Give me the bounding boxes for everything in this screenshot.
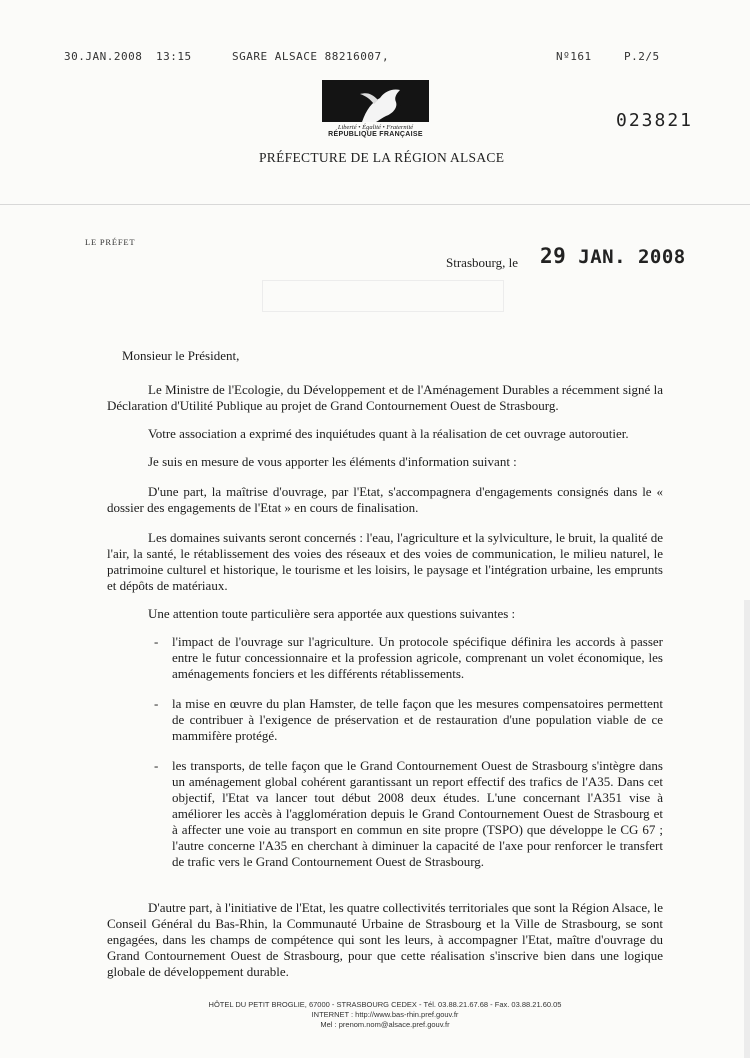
footer-mail: Mel : prenom.nom@alsace.pref.gouv.fr <box>320 1020 450 1029</box>
paragraph: Une attention toute particulière sera apportée aux questions suivantes : <box>148 606 516 621</box>
fax-page-count: P.2/5 <box>624 50 660 63</box>
fax-time: 13:15 <box>156 50 192 63</box>
paragraph: Les domaines suivants seront concernés : l'eau, l'agriculture et la sylviculture, le bruit, la qualité de l'air, la santé, le rétablissement des voies des réseaux et des voies de communication, le milieu naturel, le patrimoine culturel et historique, le tourisme et les loisirs, le paysage et l'intégration urbaine, les emprunts et dépôts de matériaux. <box>107 530 663 593</box>
bullet-text: l'impact de l'ouvrage sur l'agriculture. Un protocole spécifique définira les accords à passer entre le futur concessionnaire et la profession agricole, comprenant un volet économique, les aménagements fonciers et les différents rétablissements. <box>172 634 663 681</box>
footer-address: HÔTEL DU PETIT BROGLIE, 67000 - STRASBOURG CEDEX - Tél. 03.88.21.67.68 - Fax. 03.88.21.60.05 <box>208 1000 562 1009</box>
paragraph: Votre association a exprimé des inquiétudes quant à la réalisation de cet ouvrage autoroutier. <box>148 426 629 441</box>
bullet-list <box>107 634 663 870</box>
scan-edge-shadow <box>744 600 750 1058</box>
bullet-text: les transports, de telle façon que le Grand Contournement Ouest de Strasbourg s'intègre dans un aménagement global cohérent garantissant un report effectif des trafics de l'A35. Dans cet objectif, l'Etat va lancer tout début 2008 deux études. L'une concernant l'A351 vise à améliorer les accès à l'agglomération depuis le Grand Contournement Ouest de Strasbourg et à affecter une voie au transport en commun en site propre (TSPO) que développe le CG 67 ; l'autre concerne l'A35 en cherchant à diminuer la capacité de l'axe pour renforcer le transfert de trafic vers le Grand Contournement Ouest de Strasbourg. <box>172 758 663 869</box>
footer-internet: INTERNET : http://www.bas-rhin.pref.gouv.fr <box>311 1010 459 1019</box>
institution-name: PRÉFECTURE DE LA RÉGION ALSACE <box>259 150 505 165</box>
logo-name: RÉPUBLIQUE FRANÇAISE <box>328 131 423 138</box>
place-label: Strasbourg, le <box>446 255 518 270</box>
closing-paragraph: D'autre part, à l'initiative de l'Etat, les quatre collectivités territoriales que sont la Région Alsace, le Conseil Général du Bas-Rhin, la Communauté Urbaine de Strasbourg et la Ville de Strasbourg, se sont engagées, dans les champs de compétence qui sont les leurs, à accompagner l'Etat, maître d'ouvrage du Grand Contournement Ouest de Strasbourg, pour que cette réalisation s'inscrive bien dans une logique globale de développement durable. <box>107 900 663 979</box>
fax-number: Nº161 <box>556 50 592 63</box>
footer <box>170 1000 600 1030</box>
paragraph: D'une part, la maîtrise d'ouvrage, par l'Etat, s'accompagnera d'engagements consignés dans le « dossier des engagements de l'Etat » en cours de finalisation. <box>107 484 663 515</box>
salutation: Monsieur le Président, <box>122 348 240 363</box>
list-item: - les transports, de telle façon que le Grand Contournement Ouest de Strasbourg s'intègre dans un aménagement global cohérent garantissant un report effectif des trafics de l'A35. Dans cet objectif, l'Etat va lancer tout début 2008 deux études. L'une concernant l'A351 vise à améliorer les accès à l'agglomération depuis le Grand Contournement Ouest de Strasbourg et à affecter une voie au transport en commun en site propre (TSPO) que développe le CG 67 ; l'autre concerne l'A35 en cherchant à diminuer la capacité de l'axe pour renforcer le transfert de trafic vers le Grand Contournement Ouest de Strasbourg. <box>154 758 663 869</box>
list-item: - l'impact de l'ouvrage sur l'agriculture. Un protocole spécifique définira les accords à passer entre le futur concessionnaire et la profession agricole, comprenant un volet économique, les aménagements fonciers et les différents rétablissements. <box>154 634 663 681</box>
date-stamp-day: 29 <box>540 244 567 268</box>
reference-number: 023821 <box>616 110 694 131</box>
paragraph: Le Ministre de l'Ecologie, du Développement et de l'Aménagement Durables a récemment signé la Déclaration d'Utilité Publique au projet de Grand Contournement Ouest de Strasbourg. <box>107 382 663 413</box>
paragraph: Je suis en mesure de vous apporter les éléments d'information suivant : <box>148 454 517 469</box>
marianne-icon <box>322 80 429 122</box>
logo-motto: Liberté • Égalité • Fraternité <box>337 124 414 131</box>
sender-title: LE PRÉFET <box>85 237 136 247</box>
list-item: - la mise en œuvre du plan Hamster, de telle façon que les mesures compensatoires permettent de contribuer à l'exigence de préservation et de restauration d'une population viable de ce mammifère protégé. <box>154 696 663 743</box>
bullet-text: la mise en œuvre du plan Hamster, de telle façon que les mesures compensatoires permettent de contribuer à l'exigence de préservation et de restauration d'une population viable de ce mammifère protégé. <box>172 696 663 743</box>
divider <box>0 204 750 205</box>
faint-stamp-mark <box>262 280 504 312</box>
date-stamp <box>540 244 686 268</box>
letter-body <box>107 348 663 980</box>
fax-date: 30.JAN.2008 <box>64 50 143 63</box>
date-stamp-month: JAN. 2008 <box>578 246 686 268</box>
fax-sender: SGARE ALSACE 88216007 <box>232 50 382 63</box>
fax-comma: , <box>382 50 390 63</box>
republique-logo <box>322 80 429 140</box>
